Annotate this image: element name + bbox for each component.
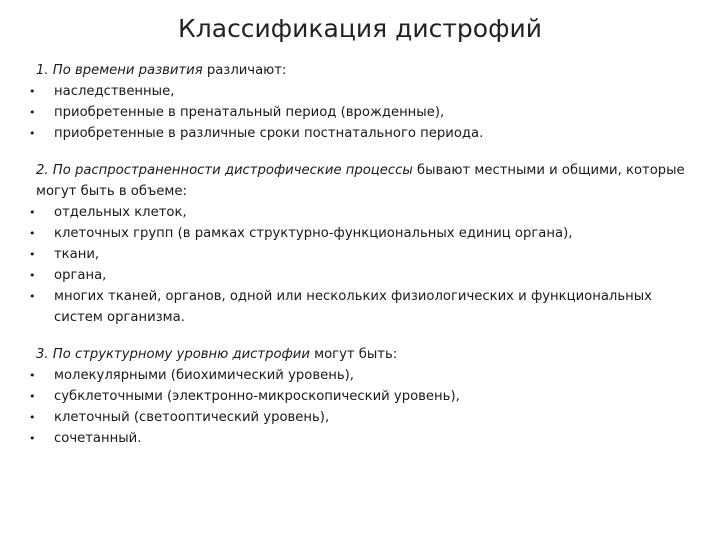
list-item: • клеточных групп (в рамках структурно-функциональных единиц органа),	[0, 223, 720, 244]
list-item: • молекулярными (биохимический уровень),	[0, 365, 720, 386]
list-item: • наследственные,	[0, 81, 720, 102]
section-intro-text: могут быть:	[309, 347, 398, 362]
list-item: • отдельных клеток,	[0, 202, 720, 223]
section-structural-level	[0, 344, 720, 449]
bullet-list	[0, 365, 720, 449]
slide-title: Классификация дистрофий	[178, 14, 542, 43]
section-heading-italic: 2. По распространенности дистрофические процессы	[36, 163, 413, 178]
section-time-of-development	[0, 60, 720, 144]
list-item: • клеточный (светооптический уровень),	[0, 407, 720, 428]
list-item: • субклеточными (электронно-микроскопический уровень),	[0, 386, 720, 407]
list-item: • сочетанный.	[0, 428, 720, 449]
section-heading-italic: 1. По времени развития	[36, 63, 203, 78]
list-item: • приобретенные в различные сроки постнатального периода.	[0, 123, 720, 144]
list-item: • многих тканей, органов, одной или нескольких физиологических и функциональных систем организма.	[0, 286, 720, 328]
list-item: • ткани,	[0, 244, 720, 265]
list-item: • приобретенные в пренатальный период (врожденные),	[0, 102, 720, 123]
section-heading-italic: 3. По структурному уровню дистрофии	[36, 347, 310, 362]
list-item: • органа,	[0, 265, 720, 286]
slide-content	[0, 60, 720, 465]
section-intro	[0, 60, 720, 81]
section-intro-text: различают:	[202, 63, 287, 78]
section-intro	[0, 344, 720, 365]
bullet-list	[0, 81, 720, 144]
section-intro-text: бывают местными и общими, которые могут быть в объеме:	[36, 163, 685, 199]
bullet-list	[0, 202, 720, 328]
section-intro	[0, 160, 720, 202]
section-prevalence	[0, 160, 720, 328]
